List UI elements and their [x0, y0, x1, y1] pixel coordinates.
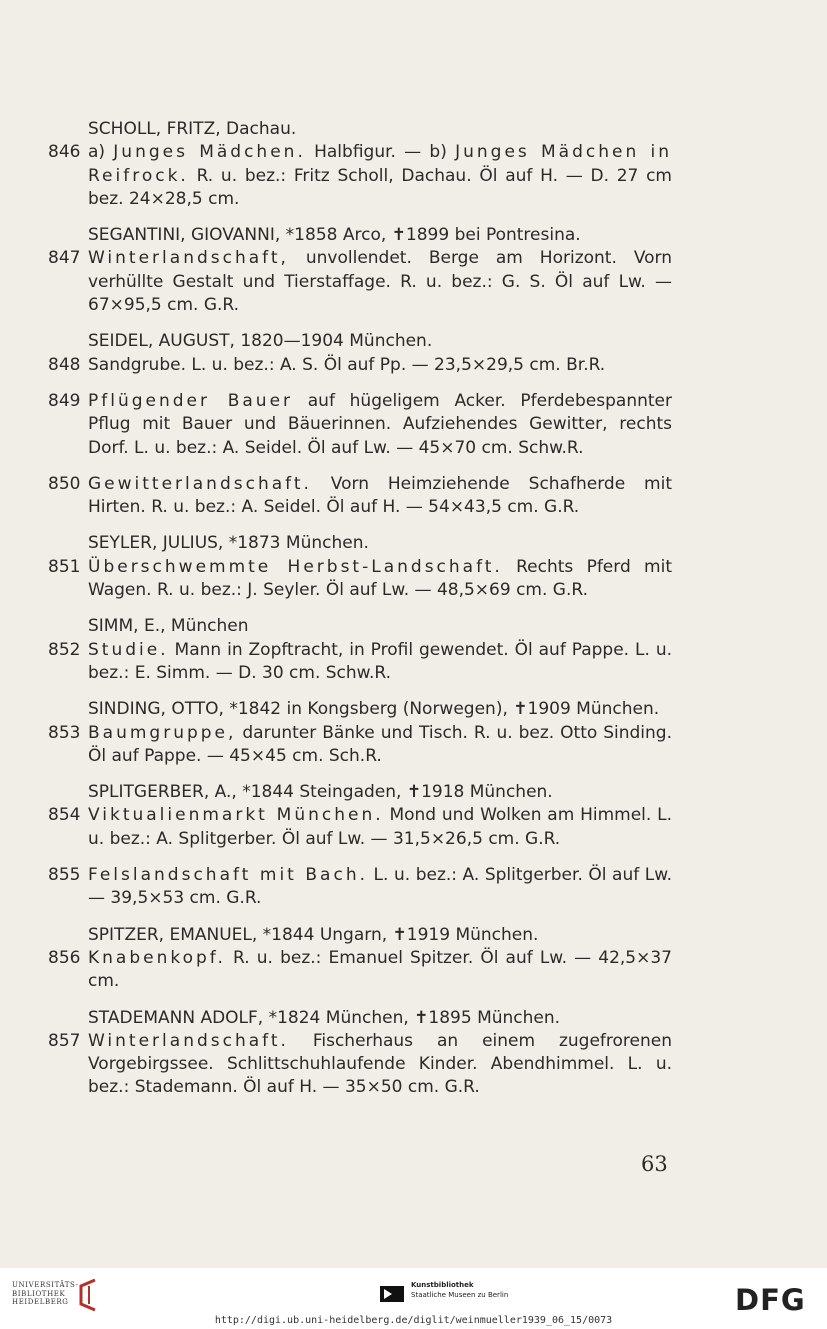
entry-title: Überschwemmte Herbst-Landschaft. [88, 556, 503, 577]
dfg-logo: DFG [735, 1283, 806, 1317]
kunstbibliothek-title: Kunstbibliothek [411, 1281, 474, 1289]
catalog-entry [48, 247, 672, 317]
library-line: BIBLIOTHEK [12, 1289, 66, 1298]
entry-number: 854 [48, 805, 81, 826]
entry-description: Rechts Pferd mit Wagen. R. u. bez.: J. Seyler. Öl auf Lw. — 48,5×69 cm. G.R. [88, 556, 672, 601]
entry-number: 853 [48, 722, 81, 743]
catalog-entry [48, 639, 672, 686]
artist-heading: SEIDEL, AUGUST, 1820—1904 München. [88, 331, 433, 352]
entry-number: 851 [48, 556, 81, 577]
university-logo-icon [77, 1278, 99, 1312]
entry-title: Junges Mädchen in Reifrock. [88, 142, 672, 186]
entry-title: Winterlandschaft. [88, 1030, 289, 1051]
artist-heading: SCHOLL, FRITZ, Dachau. [88, 119, 297, 139]
entry-title: Knabenkopf. [88, 947, 226, 968]
entry-number: 855 [48, 865, 81, 886]
catalog-entry [48, 722, 672, 769]
entry-number: 850 [48, 473, 81, 494]
entry-number: 849 [48, 390, 81, 411]
museen-subtitle: Staatliche Museen zu Berlin [411, 1291, 509, 1299]
entry-description: R. u. bez.: Fritz Scholl, Dachau. Öl auf H. — D. 27 cm bez. 24×28,5 cm. [88, 165, 672, 209]
entry-title: Winterlandschaft, [88, 248, 289, 269]
entry-title: Viktualienmarkt München. [88, 805, 384, 826]
artist-heading: SPLITGERBER, A., *1844 Steingaden, ✝1918 München. [88, 782, 553, 803]
catalog-entry [48, 947, 672, 994]
permalink-url[interactable]: http://digi.ub.uni-heidelberg.de/diglit/weinmueller1939_06_15/0073 [214, 1315, 613, 1326]
artist-heading: SINDING, OTTO, *1842 in Kongsberg (Norwegen), ✝1909 München. [88, 699, 660, 720]
entry-title: Pflügender Bauer [88, 390, 294, 411]
entry-number: 846 [48, 142, 81, 163]
kunstbibliothek-text [411, 1280, 508, 1300]
entry-description: auf hügeligem Acker. Pferdebespannter Pflug mit Bauer und Bäuerinnen. Aufziehendes Gewitter, rechts Dorf. L. u. bez.: A. Seidel. Öl auf Lw. — 45×70 cm. Schw.R. [88, 390, 672, 458]
artist-heading: SEGANTINI, GIOVANNI, *1858 Arco, ✝1899 bei Pontresina. [88, 225, 581, 246]
entry-number: 856 [48, 947, 81, 968]
page-number: 63 [641, 1152, 668, 1176]
artist-heading: SEYLER, JULIUS, *1873 München. [88, 533, 369, 554]
catalog-entry [48, 864, 672, 911]
entry-number: 848 [48, 354, 81, 375]
city-line: HEIDELBERG [12, 1298, 69, 1306]
entry-description: R. u. bez.: Emanuel Spitzer. Öl auf Lw. — 42,5×37 cm. [88, 947, 672, 992]
entry-title: Felslandschaft mit Bach. [88, 865, 368, 886]
entry-description: darunter Bänke und Tisch. R. u. bez. Otto Sinding. Öl auf Pappe. — 45×45 cm. Sch.R. [88, 722, 672, 766]
university-line: UNIVERSITÄTS- [12, 1281, 79, 1289]
artist-heading: SIMM, E., München [88, 616, 249, 637]
entry-description: Sandgrube. L. u. bez.: A. S. Öl auf Pp. — 23,5×29,5 cm. Br.R. [88, 354, 606, 375]
entry-title: Baumgruppe, [88, 722, 237, 743]
entry-title: Studie. [88, 639, 169, 660]
entry-description: Fischerhaus an einem zugefrorenen Vorgebirgssee. Schlittschuhlaufende Kinder. Abendhimmel. L. u. bez.: Stademann. Öl auf H. — 35×50 cm. G.R. [88, 1030, 672, 1098]
entry-number: 847 [48, 248, 81, 269]
entry-description: unvollendet. Berge am Horizont. Vorn verhüllte Gestalt und Tierstaffage. R. u. bez.: G. S. Öl auf Lw. — 67×95,5 cm. G.R. [88, 248, 672, 316]
entry-description: Vorn Heimziehende Schafherde mit Hirten. R. u. bez.: A. Seidel. Öl auf H. — 54×43,5 cm. G.R. [88, 473, 672, 518]
catalog-entry [48, 473, 672, 520]
catalog-entry [48, 390, 672, 460]
entry-title: Gewitterlandschaft. [88, 473, 312, 494]
artist-heading: SPITZER, EMANUEL, *1844 Ungarn, ✝1919 München. [88, 924, 539, 945]
catalog-entry [48, 141, 672, 211]
entry-description: Halbfigur. — b) [305, 142, 456, 163]
catalog-entry [48, 556, 672, 603]
artist-heading: STADEMANN ADOLF, *1824 München, ✝1895 München. [88, 1007, 561, 1028]
kunstbibliothek-logo-icon [380, 1283, 404, 1305]
entry-description: a) [88, 142, 114, 163]
entry-title: Junges Mädchen. [113, 142, 306, 163]
entry-description: L. u. bez.: A. Splitgerber. Öl auf Lw. — 39,5×53 cm. G.R. [88, 865, 672, 909]
catalog-entry [48, 354, 672, 377]
entry-number: 857 [48, 1030, 81, 1051]
entry-description: Mond und Wolken am Himmel. L. u. bez.: A. Splitgerber. Öl auf Lw. — 31,5×26,5 cm. G.R. [88, 805, 673, 849]
entry-number: 852 [48, 639, 81, 660]
catalog-entry [48, 1030, 672, 1100]
entry-description: Mann in Zopftracht, in Profil gewendet. Öl auf Pappe. L. u. bez.: E. Simm. — D. 30 cm. Schw.R. [88, 639, 672, 683]
catalog-entry [48, 804, 672, 851]
catalog-listing [48, 118, 672, 1100]
